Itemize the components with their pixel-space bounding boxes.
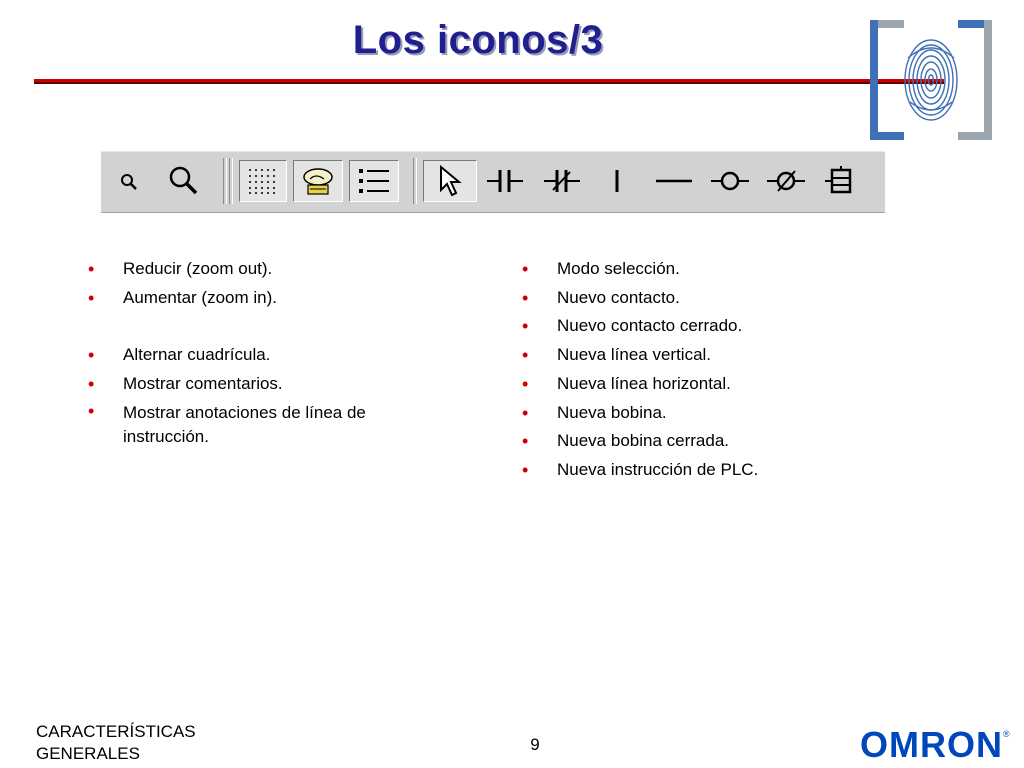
select-arrow-icon: [435, 164, 465, 198]
list-item: • Nuevo contacto.: [522, 284, 922, 313]
list-item: • Mostrar comentarios.: [88, 370, 448, 399]
list-item: • Nueva bobina.: [522, 399, 922, 428]
right-bullet-list: [522, 255, 922, 485]
footer-line-2: GENERALES: [36, 744, 140, 763]
comments-icon: [300, 165, 336, 197]
bullet-icon: •: [522, 459, 529, 480]
omron-logo: OMRON: [860, 724, 1003, 765]
list-item: • Reducir (zoom out).: [88, 255, 448, 284]
bullet-icon: •: [88, 373, 95, 394]
toolbar-separator: [413, 158, 417, 204]
left-bullet-list: [88, 255, 448, 449]
zoom-in-icon: [166, 164, 200, 198]
list-item: • Nuevo contacto cerrado.: [522, 312, 922, 341]
bullet-icon: •: [522, 316, 529, 337]
closed-contact-icon: [542, 166, 582, 196]
grid-toggle-button[interactable]: [239, 160, 287, 202]
grid-icon: [246, 166, 280, 196]
zoom-in-button[interactable]: [163, 160, 203, 202]
list-item: • Nueva instrucción de PLC.: [522, 456, 922, 485]
registered-mark: ®: [1003, 729, 1010, 739]
footer-line-1: CARACTERÍSTICAS: [36, 722, 196, 741]
annotations-icon: [356, 165, 392, 197]
new-coil-button[interactable]: [707, 160, 753, 202]
toolbar-separator: [229, 158, 233, 204]
select-mode-button[interactable]: [423, 160, 477, 202]
zoom-out-icon: [117, 169, 141, 193]
new-closed-coil-button[interactable]: [763, 160, 809, 202]
zoom-out-button[interactable]: [109, 160, 149, 202]
list-item: • Nueva bobina cerrada.: [522, 427, 922, 456]
annotations-toggle-button[interactable]: [349, 160, 399, 202]
page-number: 9: [530, 735, 540, 754]
title-underline: [34, 79, 944, 84]
bullet-icon: •: [522, 345, 529, 366]
list-item: • Alternar cuadrícula.: [88, 341, 448, 370]
horizontal-line-icon: [654, 166, 694, 196]
closed-coil-icon: [765, 166, 807, 196]
list-item: • Aumentar (zoom in).: [88, 284, 448, 313]
bullet-icon: •: [522, 259, 529, 279]
plc-instruction-icon: [823, 165, 859, 197]
vertical-line-icon: [607, 166, 627, 196]
coil-icon: [709, 166, 751, 196]
bullet-icon: •: [522, 287, 529, 308]
fingerprint-logo-icon: [868, 18, 994, 142]
list-item: • Modo selección.: [522, 255, 922, 284]
new-plc-instruction-button[interactable]: [819, 160, 863, 202]
bullet-icon: •: [522, 402, 529, 423]
bullet-icon: •: [522, 373, 529, 394]
new-contact-button[interactable]: [483, 160, 527, 202]
bullet-icon: •: [88, 345, 95, 366]
new-vertical-line-button[interactable]: [597, 160, 637, 202]
bullet-icon: •: [88, 259, 95, 279]
list-item: • Nueva línea horizontal.: [522, 370, 922, 399]
list-item: • Nueva línea vertical.: [522, 341, 922, 370]
bullet-icon: •: [88, 400, 95, 421]
contact-icon: [485, 166, 525, 196]
list-item: • Mostrar anotaciones de línea de instrucción.: [88, 400, 366, 446]
slide-title: Los iconos/3: [352, 18, 604, 62]
bullet-icon: •: [522, 431, 529, 452]
new-closed-contact-button[interactable]: [539, 160, 585, 202]
ladder-toolbar: [101, 151, 885, 213]
comments-toggle-button[interactable]: [293, 160, 343, 202]
bullet-icon: •: [88, 287, 95, 308]
footer-section-label: [36, 721, 256, 765]
new-horizontal-line-button[interactable]: [651, 160, 697, 202]
toolbar-separator: [223, 158, 227, 204]
